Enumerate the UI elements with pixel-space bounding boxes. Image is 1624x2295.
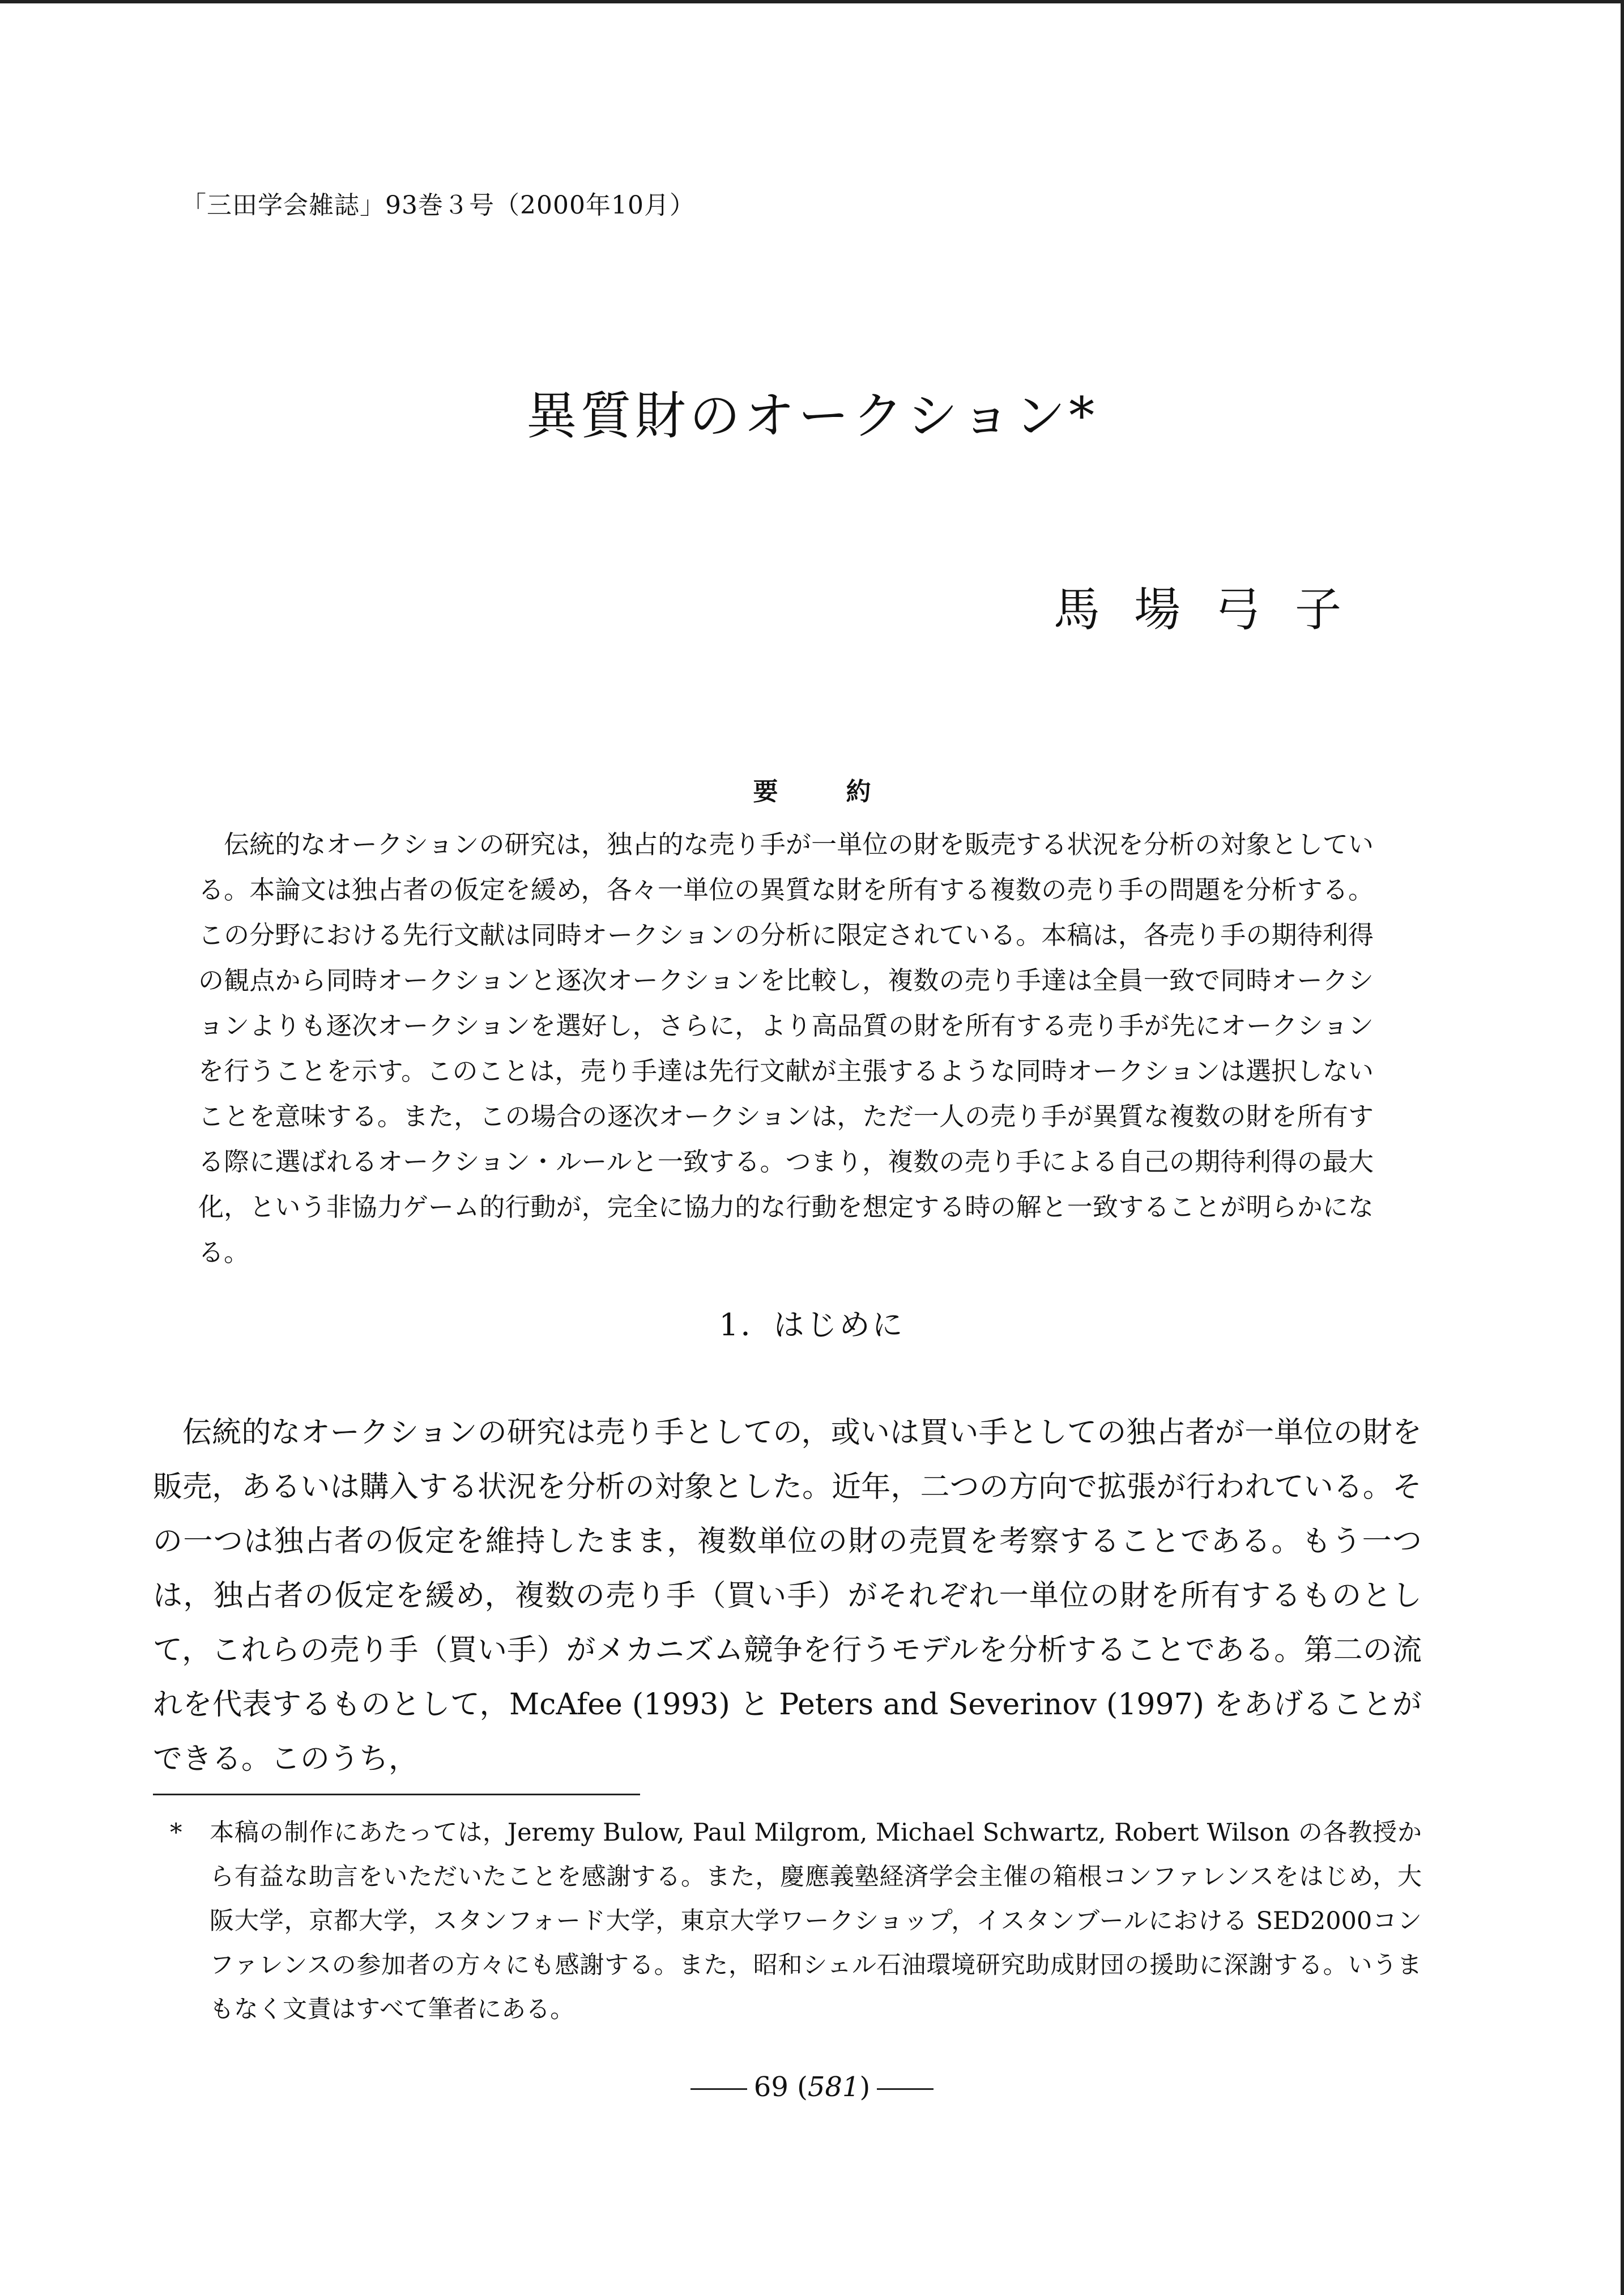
- section-heading-introduction: 1．はじめに: [719, 1307, 905, 1343]
- journal-header: 「三田学会雑誌」93巻３号（2000年10月）: [181, 191, 695, 220]
- footnote-text: 本稿の制作にあたっては，Jeremy Bulow, Paul Milgrom, Michael Schwartz, Robert Wilson の各教授から有益な助言をいただいたことを感謝する。また，慶應義塾経済学会主催の箱根コンファレンスをはじめ，大阪大学，京都大学，スタンフォード大学，東京大学ワークショップ，イスタンブールにおける SED2000コンファレンスの参加者の方々にも感謝する。また，昭和シェル石油環境研究助成財団の援助に深謝する。いうまもなく文責はすべて筆者にある。: [210, 1819, 1422, 2024]
- footnote-divider: [153, 1794, 640, 1795]
- introduction-body: 伝統的なオークションの研究は売り手としての，或いは買い手としての独占者が一単位の財を販売，あるいは購入する状況を分析の対象とした。近年，二つの方向で拡張が行われている。その一つは独占者の仮定を維持したまま，複数単位の財の売買を考察することである。もう一つは，独占者の仮定を緩め，複数の売り手（買い手）がそれぞれ一単位の財を所有するものとして，これらの売り手（買い手）がメカニズム競争を行うモデルを分析することである。第二の流れを代表するものとして，McAfee (1993) と Peters and Severinov (1997) をあげることができる。このうち，: [153, 1416, 1422, 1776]
- folio-dash-right: [877, 2088, 934, 2090]
- folio-dash-left: [690, 2088, 747, 2090]
- author-name: 馬場弓子: [1054, 583, 1376, 637]
- page-folio: 69 (581): [0, 2071, 1624, 2103]
- footnote-mark: *: [170, 1819, 182, 1847]
- paper-title: 異質財のオークション*: [526, 386, 1098, 446]
- folio-volume-page: 581: [807, 2071, 860, 2103]
- folio-page-number: 69: [753, 2071, 788, 2103]
- footnote: [170, 1811, 1422, 2032]
- abstract-heading: 要約: [753, 777, 939, 806]
- abstract-body: 伝統的なオークションの研究は，独占的な売り手が一単位の財を販売する状況を分析の対象としている。本論文は独占者の仮定を緩め，各々一単位の異質な財を所有する複数の売り手の問題を分析する。この分野における先行文献は同時オークションの分析に限定されている。本稿は，各売り手の期待利得の観点から同時オークションと逐次オークションを比較し，複数の売り手達は全員一致で同時オークションよりも逐次オークションを選好し，さらに，より高品質の財を所有する売り手が先にオークションを行うことを示す。このことは，売り手達は先行文献が主張するような同時オークションは選択しないことを意味する。また，この場合の逐次オークションは，ただ一人の売り手が異質な複数の財を所有する際に選ばれるオークション・ルールと一致する。つまり，複数の売り手による自己の期待利得の最大化，という非協力ゲーム的行動が，完全に協力的な行動を想定する時の解と一致することが明らかになる。: [198, 829, 1374, 1267]
